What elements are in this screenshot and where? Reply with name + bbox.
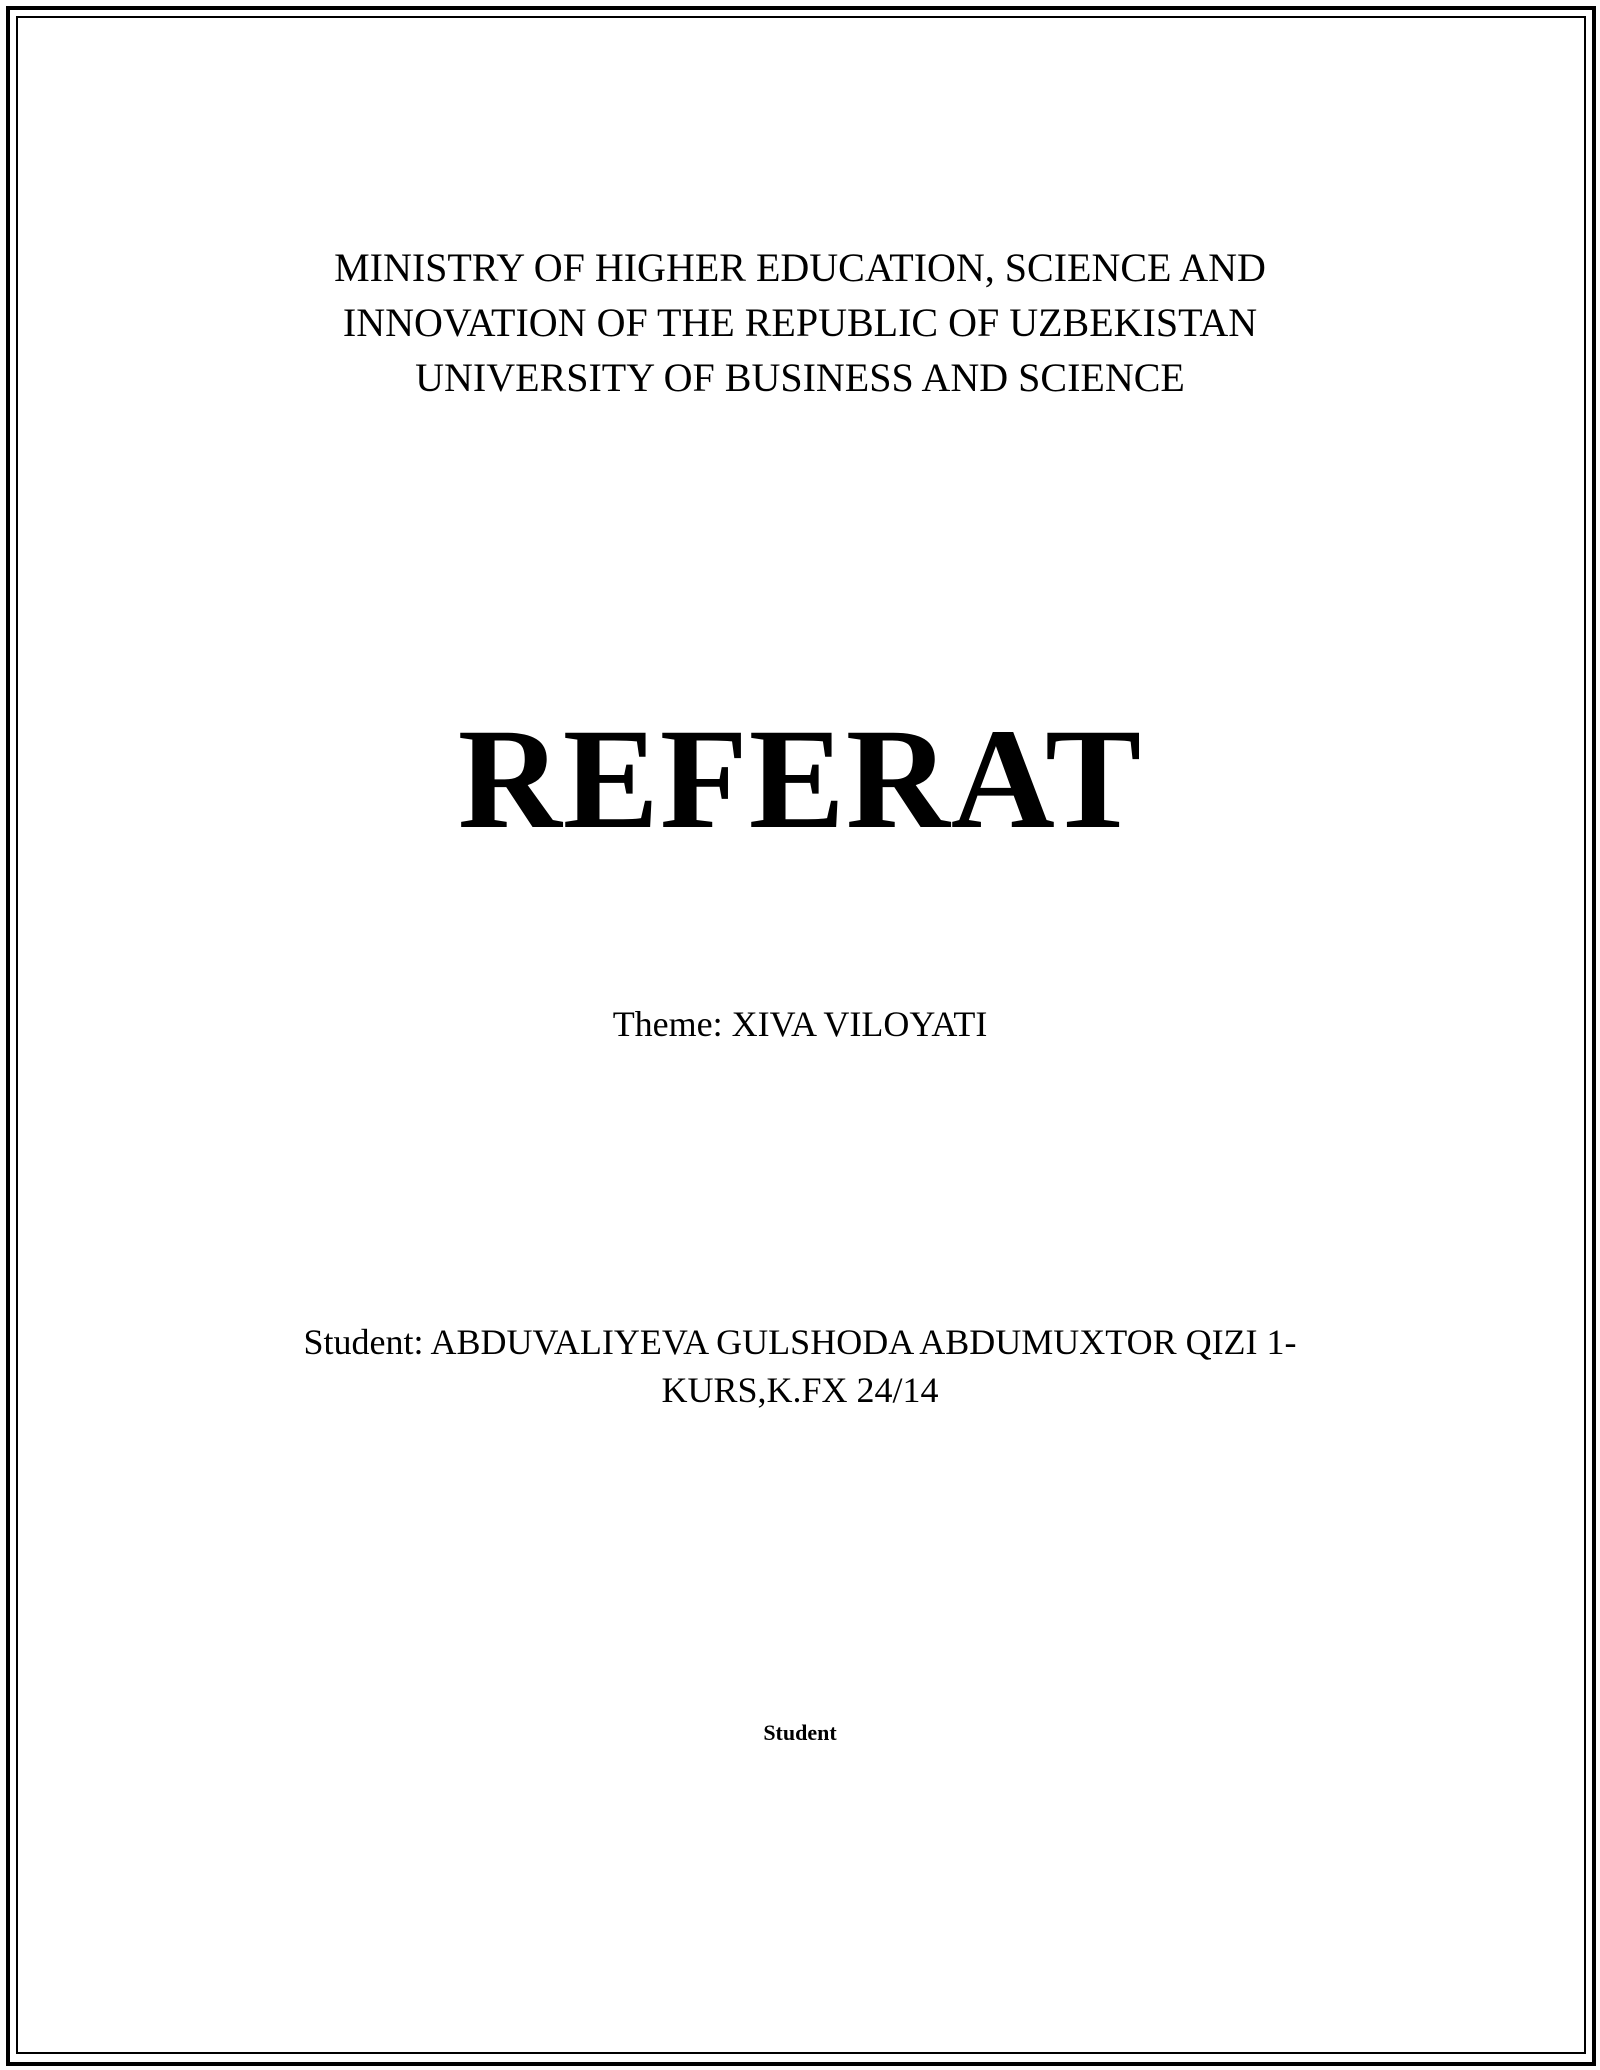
header-line-1: MINISTRY OF HIGHER EDUCATION, SCIENCE AND — [334, 245, 1266, 290]
document-title: REFERAT — [457, 700, 1143, 859]
theme-line: Theme: XIVA VILOYATI — [612, 1004, 988, 1044]
student-line-1: Student: ABDUVALIYEVA GULSHODA ABDUMUXTOR QIZI 1- — [303, 1322, 1297, 1362]
header-line-2: INNOVATION OF THE REPUBLIC OF UZBEKISTAN — [342, 300, 1258, 345]
header-line-3: UNIVERSITY OF BUSINESS AND SCIENCE — [415, 355, 1185, 400]
institution-header — [0, 240, 1600, 405]
footer-student-label: Student — [763, 1720, 837, 1745]
student-info — [0, 1318, 1600, 1414]
student-line-2: KURS,K.FX 24/14 — [661, 1370, 939, 1410]
